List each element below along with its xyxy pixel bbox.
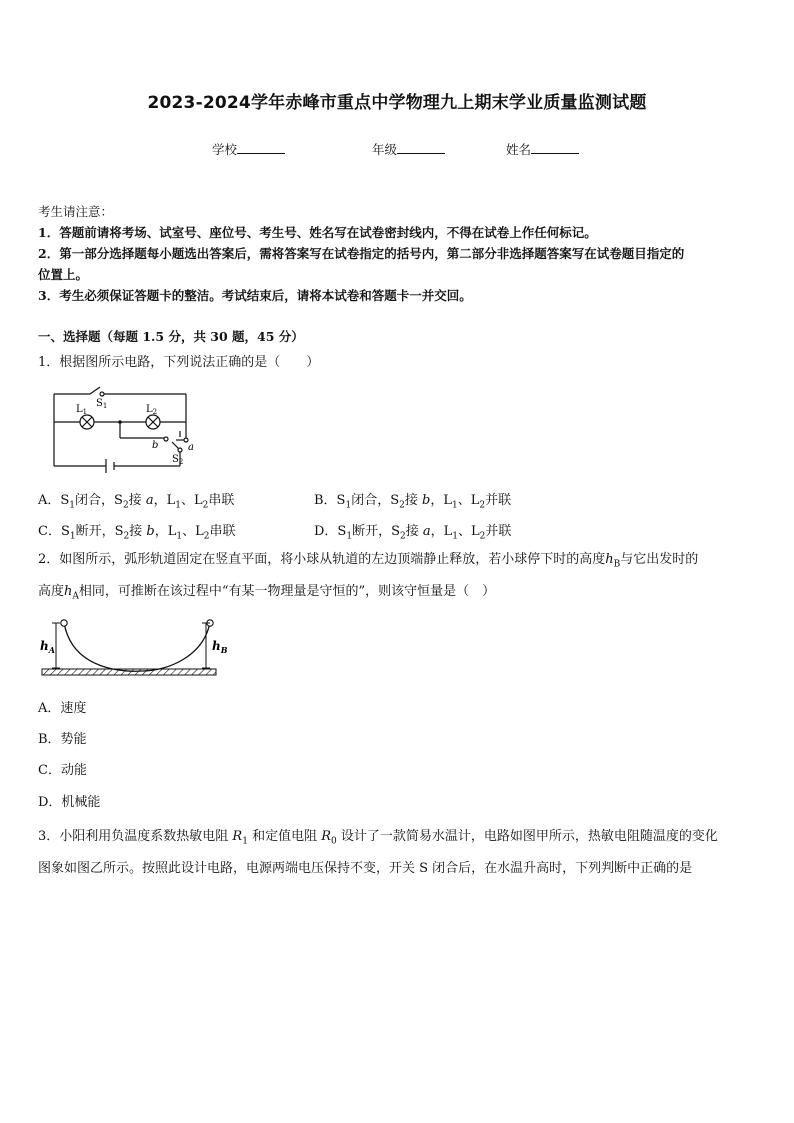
fig-label-hb: $h_B$ [212, 639, 228, 655]
school-blank[interactable] [237, 141, 285, 154]
q1-option-c[interactable]: C．$S_1$断开，$S_2$接 b，$L_1$、$L_2$串联 [38, 524, 236, 542]
q2-option-a[interactable]: A．速度 [38, 701, 87, 716]
q2-option-d[interactable]: D．机械能 [38, 795, 101, 810]
q2-stem-line-2: 高度$h_A$相同，可推断在该过程中“有某一物理量是守恒的”，则该守恒量是（ ） [38, 584, 496, 602]
q2-stem-line-1: 2．如图所示，弧形轨道固定在竖直平面，将小球从轨道的左边顶端静止释放，若小球停下时的高度$h_B$与它出发时的 [38, 552, 699, 570]
label-b: b [152, 440, 159, 451]
notice-item-3: 3．考生必须保证答题卡的整洁。考试结束后，请将本试卷和答题卡一并交回。 [38, 288, 472, 303]
section-heading: 一、选择题（每题 1.5 分，共 30 题，45 分） [38, 329, 304, 344]
label-l2: $L_2$ [146, 404, 158, 416]
q1-option-d[interactable]: D．$S_1$断开，$S_2$接 a，$L_1$、$L_2$并联 [314, 524, 512, 542]
notice-item-2-cont: 位置上。 [38, 267, 89, 282]
label-s1: $S_1$ [96, 398, 108, 410]
label-s2: $S_2$ [172, 454, 184, 466]
q2-option-c[interactable]: C．动能 [38, 763, 87, 778]
notice-heading: 考生请注意： [38, 204, 114, 219]
page-title: 2023-2024学年赤峰市重点中学物理九上期末学业质量监测试题 [147, 93, 647, 113]
name-blank[interactable] [531, 141, 579, 154]
grade-field: 年级 [372, 140, 445, 158]
label-a: a [188, 442, 194, 453]
notice-item-1: 1．答题前请将考场、试室号、座位号、考生号、姓名写在试卷密封线内，不得在试卷上作任何标记。 [38, 225, 597, 240]
grade-blank[interactable] [397, 141, 445, 154]
q2-option-b[interactable]: B．势能 [38, 732, 87, 747]
fig-label-ha: $h_A$ [40, 639, 55, 655]
q2-track-diagram [38, 616, 228, 682]
q1-circuit-diagram [48, 382, 198, 478]
q1-option-b[interactable]: B．$S_1$闭合，$S_2$接 b，$L_1$、$L_2$并联 [314, 493, 512, 511]
school-field: 学校 [212, 140, 285, 158]
label-l1: $L_1$ [76, 404, 88, 416]
notice-item-2: 2．第一部分选择题每小题选出答案后，需将答案写在试卷指定的括号内，第二部分非选择题答案写在试卷题目指定的 [38, 246, 685, 261]
q1-option-a[interactable]: A．$S_1$闭合，$S_2$接 a，$L_1$、$L_2$串联 [38, 493, 235, 511]
q3-stem-line-1: 3．小阳利用负温度系数热敏电阻 $R_1$ 和定值电阻 $R_0$ 设计了一款简易水温计，电路如图甲所示，热敏电阻随温度的变化 [38, 829, 718, 847]
q1-stem: 1．根据图所示电路，下列说法正确的是（ ） [38, 355, 320, 370]
q3-stem-line-2: 图象如图乙所示。按照此设计电路，电源两端电压保持不变，开关 S 闭合后，在水温升高时，下列判断中正确的是 [38, 861, 693, 876]
name-field: 姓名 [506, 140, 579, 158]
